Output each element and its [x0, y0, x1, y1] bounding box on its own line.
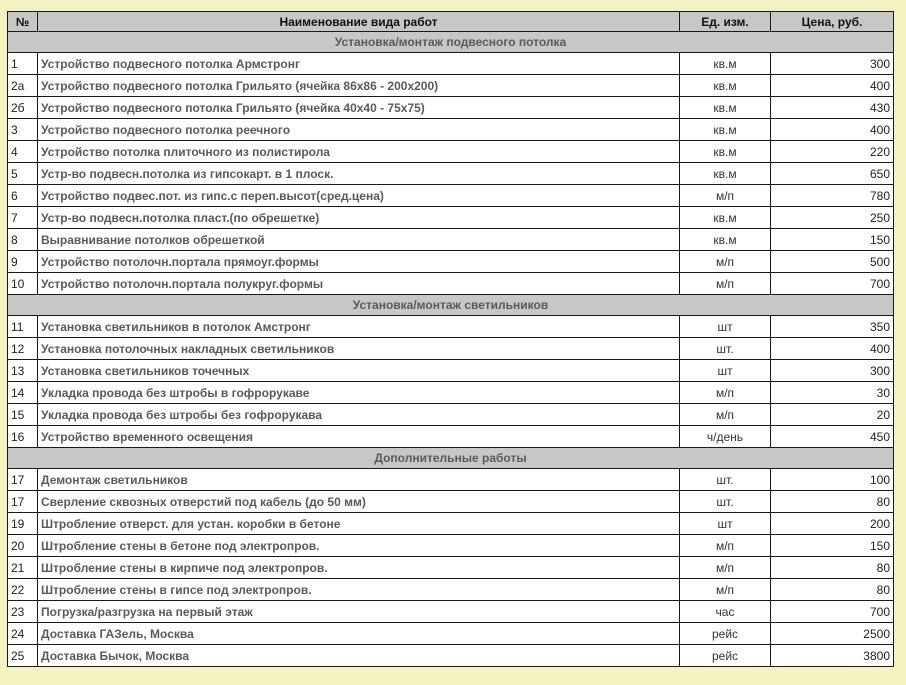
table-row [8, 141, 894, 163]
table-row [8, 513, 894, 535]
section-title: Дополнительные работы [8, 448, 894, 469]
row-number: 15 [8, 404, 38, 426]
row-number: 24 [8, 623, 38, 645]
table-row [8, 535, 894, 557]
work-name: Устройство потолка плиточного из полистирола [38, 141, 680, 163]
work-name: Устройство потолочн.портала прямоуг.формы [38, 251, 680, 273]
work-name: Штробление стены в бетоне под электропров. [38, 535, 680, 557]
row-number: 2б [8, 97, 38, 119]
table-row [8, 97, 894, 119]
work-name: Устройство временного освещения [38, 426, 680, 448]
price-value: 400 [771, 338, 894, 360]
price-value: 150 [771, 229, 894, 251]
price-value: 150 [771, 535, 894, 557]
table-row [8, 360, 894, 382]
table-row [8, 469, 894, 491]
price-value: 700 [771, 601, 894, 623]
work-name: Штробление стены в кирпиче под электропров. [38, 557, 680, 579]
work-name: Штробление стены в гипсе под электропров. [38, 579, 680, 601]
price-value: 300 [771, 53, 894, 75]
row-number: 25 [8, 645, 38, 667]
work-name: Установка светильников точечных [38, 360, 680, 382]
price-value: 400 [771, 119, 894, 141]
price-value: 2500 [771, 623, 894, 645]
unit-of-measure: м/п [680, 382, 771, 404]
table-row [8, 404, 894, 426]
row-number: 11 [8, 316, 38, 338]
table-body [8, 32, 894, 667]
row-number: 8 [8, 229, 38, 251]
work-name: Устройство подвесного потолка Грильято (ячейка 86х86 - 200х200) [38, 75, 680, 97]
section-row [8, 448, 894, 469]
price-value: 220 [771, 141, 894, 163]
table-row [8, 491, 894, 513]
price-value: 20 [771, 404, 894, 426]
work-name: Устройство потолочн.портала полукруг.формы [38, 273, 680, 295]
unit-of-measure: м/п [680, 404, 771, 426]
work-name: Укладка провода без штробы без гофрорукава [38, 404, 680, 426]
work-name: Погрузка/разгрузка на первый этаж [38, 601, 680, 623]
table-row [8, 623, 894, 645]
table-row [8, 579, 894, 601]
unit-of-measure: шт [680, 513, 771, 535]
section-title: Установка/монтаж подвесного потолка [8, 32, 894, 53]
price-value: 500 [771, 251, 894, 273]
table-row [8, 119, 894, 141]
unit-of-measure: рейс [680, 645, 771, 667]
unit-of-measure: ч/день [680, 426, 771, 448]
row-number: 9 [8, 251, 38, 273]
table-row [8, 185, 894, 207]
section-row [8, 32, 894, 53]
row-number: 14 [8, 382, 38, 404]
price-value: 80 [771, 557, 894, 579]
row-number: 7 [8, 207, 38, 229]
row-number: 21 [8, 557, 38, 579]
unit-of-measure: кв.м [680, 119, 771, 141]
work-name: Устр-во подвесн.потолка из гипсокарт. в 1 плоск. [38, 163, 680, 185]
header-unit: Ед. изм. [680, 12, 771, 32]
row-number: 4 [8, 141, 38, 163]
work-name: Демонтаж светильников [38, 469, 680, 491]
row-number: 12 [8, 338, 38, 360]
price-list-table [7, 11, 894, 667]
work-name: Устройство подвес.пот. из гипс.с переп.высот(сред.цена) [38, 185, 680, 207]
price-value: 80 [771, 579, 894, 601]
table-row [8, 273, 894, 295]
unit-of-measure: м/п [680, 579, 771, 601]
section-row [8, 295, 894, 316]
price-value: 300 [771, 360, 894, 382]
row-number: 19 [8, 513, 38, 535]
work-name: Установка светильников в потолок Амстронг [38, 316, 680, 338]
unit-of-measure: шт [680, 316, 771, 338]
unit-of-measure: кв.м [680, 207, 771, 229]
unit-of-measure: кв.м [680, 163, 771, 185]
header-row [8, 12, 894, 32]
work-name: Устройство подвесного потолка Армстронг [38, 53, 680, 75]
work-name: Штробление отверст. для устан. коробки в бетоне [38, 513, 680, 535]
price-value: 200 [771, 513, 894, 535]
table-row [8, 382, 894, 404]
unit-of-measure: кв.м [680, 229, 771, 251]
price-value: 780 [771, 185, 894, 207]
price-value: 250 [771, 207, 894, 229]
unit-of-measure: час [680, 601, 771, 623]
table-row [8, 251, 894, 273]
price-value: 80 [771, 491, 894, 513]
header-price: Цена, руб. [771, 12, 894, 32]
price-value: 430 [771, 97, 894, 119]
table-row [8, 207, 894, 229]
row-number: 5 [8, 163, 38, 185]
row-number: 3 [8, 119, 38, 141]
row-number: 23 [8, 601, 38, 623]
work-name: Выравнивание потолков обрешеткой [38, 229, 680, 251]
table-row [8, 75, 894, 97]
row-number: 10 [8, 273, 38, 295]
unit-of-measure: м/п [680, 557, 771, 579]
price-value: 400 [771, 75, 894, 97]
unit-of-measure: кв.м [680, 53, 771, 75]
header-num: № [8, 12, 38, 32]
table-row [8, 53, 894, 75]
unit-of-measure: м/п [680, 535, 771, 557]
table-row [8, 645, 894, 667]
price-value: 100 [771, 469, 894, 491]
price-value: 3800 [771, 645, 894, 667]
work-name: Доставка ГАЗель, Москва [38, 623, 680, 645]
unit-of-measure: рейс [680, 623, 771, 645]
row-number: 22 [8, 579, 38, 601]
table-row [8, 426, 894, 448]
unit-of-measure: шт. [680, 338, 771, 360]
row-number: 16 [8, 426, 38, 448]
table-row [8, 163, 894, 185]
unit-of-measure: кв.м [680, 141, 771, 163]
table-row [8, 601, 894, 623]
unit-of-measure: м/п [680, 251, 771, 273]
row-number: 20 [8, 535, 38, 557]
price-value: 700 [771, 273, 894, 295]
price-value: 30 [771, 382, 894, 404]
table-row [8, 229, 894, 251]
row-number: 2а [8, 75, 38, 97]
work-name: Доставка Бычок, Москва [38, 645, 680, 667]
row-number: 13 [8, 360, 38, 382]
row-number: 17 [8, 469, 38, 491]
row-number: 1 [8, 53, 38, 75]
work-name: Устр-во подвесн.потолка пласт.(по обрешетке) [38, 207, 680, 229]
unit-of-measure: м/п [680, 185, 771, 207]
header-name: Наименование вида работ [38, 12, 680, 32]
unit-of-measure: кв.м [680, 97, 771, 119]
table-row [8, 316, 894, 338]
table-row [8, 338, 894, 360]
unit-of-measure: шт [680, 360, 771, 382]
row-number: 17 [8, 491, 38, 513]
unit-of-measure: м/п [680, 273, 771, 295]
work-name: Укладка провода без штробы в гофрорукаве [38, 382, 680, 404]
work-name: Устройство подвесного потолка Грильято (ячейка 40х40 - 75х75) [38, 97, 680, 119]
section-title: Установка/монтаж светильников [8, 295, 894, 316]
table-row [8, 557, 894, 579]
unit-of-measure: кв.м [680, 75, 771, 97]
unit-of-measure: шт. [680, 469, 771, 491]
price-value: 350 [771, 316, 894, 338]
price-value: 450 [771, 426, 894, 448]
unit-of-measure: шт. [680, 491, 771, 513]
row-number: 6 [8, 185, 38, 207]
work-name: Устройство подвесного потолка реечного [38, 119, 680, 141]
work-name: Установка потолочных накладных светильников [38, 338, 680, 360]
work-name: Сверление сквозных отверстий под кабель (до 50 мм) [38, 491, 680, 513]
price-value: 650 [771, 163, 894, 185]
